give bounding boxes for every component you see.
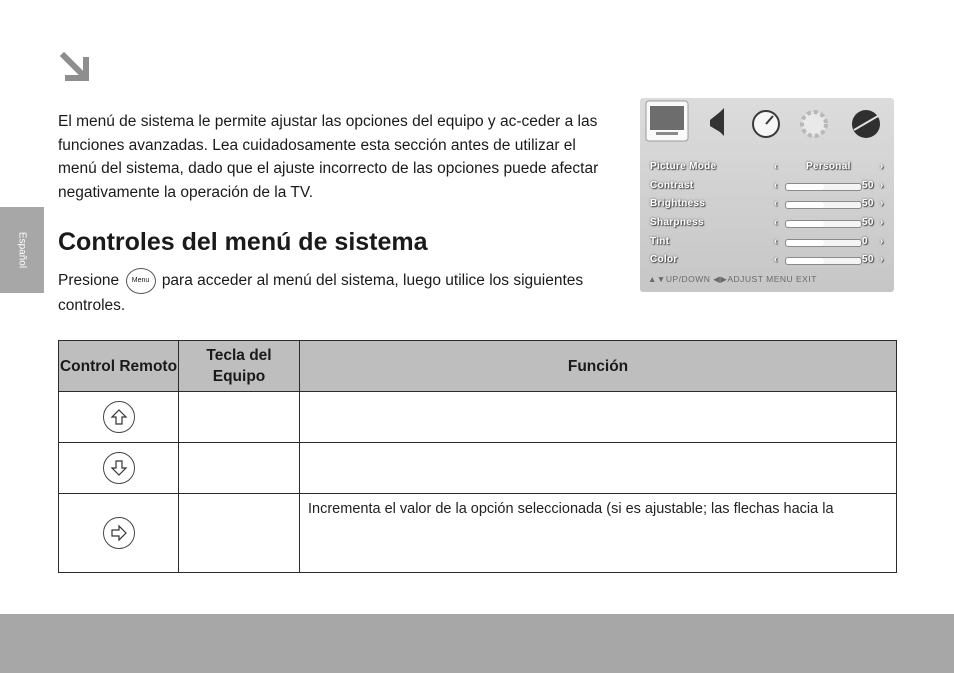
osd-right-arrow-icon: › bbox=[880, 235, 884, 247]
function-cell bbox=[300, 443, 897, 494]
remote-cell bbox=[59, 494, 179, 573]
osd-value: 50 bbox=[862, 198, 874, 210]
page-footer-band bbox=[0, 614, 954, 673]
osd-left-arrow-icon: ‹ bbox=[774, 198, 778, 210]
menu-button-icon: Menu bbox=[126, 268, 156, 294]
down-arrow-button-icon bbox=[103, 452, 135, 484]
osd-label: Sharpness bbox=[650, 217, 704, 229]
osd-value: 50 bbox=[862, 254, 874, 266]
osd-footer-hint: ▲▼UP/DOWN ◀▶ADJUST MENU EXIT bbox=[648, 274, 817, 284]
osd-level-bar bbox=[785, 201, 862, 209]
osd-label: Color bbox=[650, 254, 678, 266]
press-before-text: Presione bbox=[58, 272, 120, 290]
press-instructions bbox=[58, 268, 598, 318]
osd-label: Tint bbox=[650, 235, 670, 247]
osd-left-arrow-icon: ‹ bbox=[774, 217, 778, 229]
osd-level-bar bbox=[785, 220, 862, 228]
header-unit-key: Tecla del Equipo bbox=[179, 341, 300, 392]
osd-row-tint bbox=[648, 233, 890, 252]
osd-value: 50 bbox=[862, 217, 874, 229]
osd-left-arrow-icon: ‹ bbox=[774, 161, 778, 172]
remote-cell bbox=[59, 392, 179, 443]
osd-left-arrow-icon: ‹ bbox=[774, 235, 778, 247]
up-arrow-button-icon bbox=[103, 401, 135, 433]
osd-row-contrast bbox=[648, 177, 890, 196]
remote-cell bbox=[59, 443, 179, 494]
osd-row-color bbox=[648, 251, 890, 270]
osd-row-sharpness bbox=[648, 214, 890, 233]
osd-right-arrow-icon: › bbox=[880, 198, 884, 210]
osd-settings-list bbox=[648, 158, 890, 270]
header-function: Función bbox=[300, 341, 897, 392]
osd-left-arrow-icon: ‹ bbox=[774, 179, 778, 191]
header-remote: Control Remoto bbox=[59, 341, 179, 392]
osd-value: 50 bbox=[862, 179, 874, 191]
page-title: Controles del menú de sistema bbox=[58, 228, 428, 256]
osd-right-arrow-icon: › bbox=[880, 161, 884, 172]
table-row bbox=[59, 443, 897, 494]
osd-level-bar bbox=[785, 239, 862, 247]
function-cell bbox=[300, 392, 897, 443]
osd-level-bar bbox=[785, 183, 862, 191]
intro-paragraph bbox=[58, 110, 618, 204]
unit-key-cell bbox=[179, 494, 300, 573]
osd-value: Personal bbox=[806, 161, 851, 172]
press-after-text: para acceder al menú del sistema, luego utilice los siguientes controles. bbox=[58, 272, 584, 314]
unit-key-cell bbox=[179, 392, 300, 443]
intro-text: El menú de sistema le permite ajustar las opciones del equipo y ac-ceder a las funciones avanzadas. Lea cuidadosamente esta sección antes de utilizar el menú del sistema, dado que el ajuste incorrecto de las opciones puede afectar negativamente la operación de la TV. bbox=[58, 113, 599, 201]
osd-level-bar bbox=[785, 257, 862, 265]
osd-right-arrow-icon: › bbox=[880, 254, 884, 266]
controls-table bbox=[58, 340, 897, 573]
language-tab-label: Español bbox=[16, 231, 28, 269]
osd-left-arrow-icon: ‹ bbox=[774, 254, 778, 266]
table-header-row bbox=[59, 341, 897, 392]
section-arrow-icon bbox=[58, 50, 98, 90]
osd-right-arrow-icon: › bbox=[880, 217, 884, 229]
function-cell: Incrementa el valor de la opción seleccionada (si es ajustable; las flechas hacia la bbox=[300, 494, 897, 573]
table-row bbox=[59, 494, 897, 573]
osd-label: Contrast bbox=[650, 179, 694, 191]
language-tab bbox=[0, 207, 44, 293]
osd-label: Picture Mode bbox=[650, 161, 717, 172]
osd-right-arrow-icon: › bbox=[880, 179, 884, 191]
right-arrow-button-icon bbox=[103, 517, 135, 549]
osd-label: Brightness bbox=[650, 198, 706, 210]
osd-value: 0 bbox=[862, 235, 868, 247]
unit-key-cell bbox=[179, 443, 300, 494]
tv-osd-screenshot bbox=[640, 98, 894, 292]
osd-category-icons bbox=[640, 98, 894, 148]
osd-row-picture-mode bbox=[648, 158, 890, 177]
table-row bbox=[59, 392, 897, 443]
osd-row-brightness bbox=[648, 195, 890, 214]
